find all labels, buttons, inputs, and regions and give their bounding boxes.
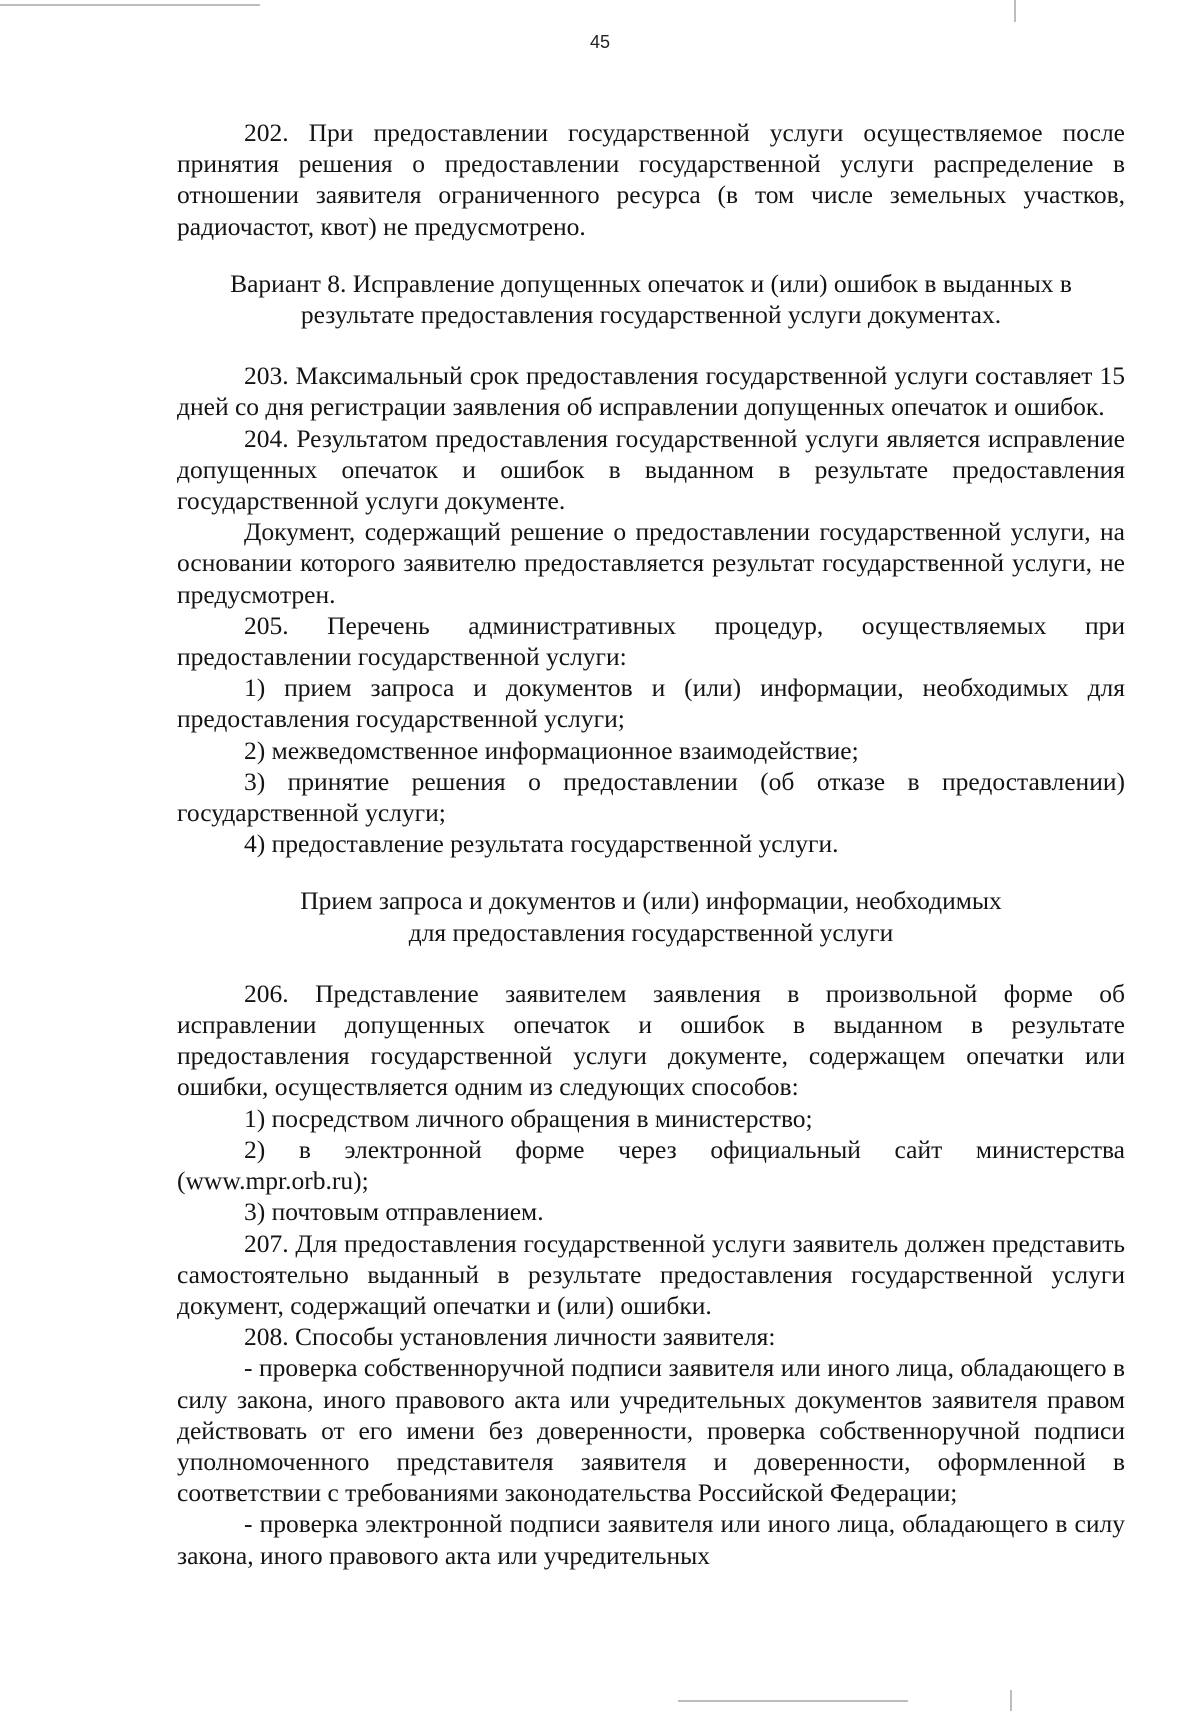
paragraph-202: 202. При предоставлении государственной услуги осуществляемое после принятия решения о предоставлении государственной услуги распределение в отношении заявителя ограниченного ресурса (в том числе земельных участков, радиочастот, квот) не предусмотрено. (177, 118, 1125, 241)
scan-artifact-bottom (678, 1700, 908, 1702)
list-item: 3) принятие решения о предоставлении (об отказе в предоставлении) государственной услуги; (177, 766, 1125, 828)
paragraph-204-document: Документ, содержащий решение о предоставлении государственной услуги, на основании которого заявителю предоставляется результат государственной услуги, не предусмотрен. (177, 517, 1125, 609)
list-item: 4) предоставление результата государственной услуги. (244, 829, 839, 859)
section-heading-variant-8 (177, 268, 1125, 330)
page-number: 45 (589, 32, 611, 52)
scan-artifact-top-left (0, 4, 260, 6)
paragraph-207: 207. Для предоставления государственной услуги заявитель должен представить самостоятельно выданный в результате предоставления государственной услуги документ, содержащий опечатки и (или) ошибки. (177, 1228, 1125, 1320)
heading-line: результате предоставления государственной услуги документах. (300, 300, 1002, 330)
paragraph-204: 204. Результатом предоставления государственной услуги является исправление допущенных опечаток и ошибок в выданном в результате предоставления государственной услуги документе. (177, 423, 1125, 516)
list-item: 3) почтовым отправлением. (244, 1197, 544, 1227)
list-item: 1) прием запроса и документов и (или) информации, необходимых для предоставления государственной услуги; (177, 673, 1125, 734)
paragraph-203: 203. Максимальный срок предоставления государственной услуги составляет 15 дней со дня регистрации заявления об исправлении допущенных опечаток и ошибок. (177, 361, 1125, 422)
scan-artifact-bottom-right (1010, 1690, 1012, 1711)
heading-line: для предоставления государственной услуги (408, 917, 894, 947)
paragraph-205: 205. Перечень административных процедур, осуществляемых при предоставлении государственной услуги: (177, 610, 1125, 672)
list-item: 1) посредством личного обращения в министерство; (244, 1103, 813, 1133)
list-item: - проверка электронной подписи заявителя или иного лица, обладающего в силу закона, иного правового акта или учредительных (177, 1509, 1125, 1570)
list-item: 2) в электронной форме через официальный сайт министерства (www.mpr.orb.ru); (177, 1134, 1125, 1196)
list-item: - проверка собственноручной подписи заявителя или иного лица, обладающего в силу закона, иного правового акта или учредительных документов заявителя правом действовать от его имени без доверенности, проверка собственноручной подписи уполномоченного представителя заявителя и доверенности, оформленной в соответствии с требованиями законодательства Российской Федерации; (177, 1353, 1125, 1508)
scan-artifact-top-right (1014, 0, 1016, 22)
list-item: 2) межведомственное информационное взаимодействие; (244, 735, 859, 765)
paragraph-208: 208. Способы установления личности заявителя: (244, 1322, 776, 1352)
heading-line: Прием запроса и документов и (или) информации, необходимых (300, 886, 1002, 916)
document-body (177, 117, 1125, 1571)
heading-line: Вариант 8. Исправление допущенных опечаток и (или) ошибок в выданных в (230, 268, 1072, 298)
section-heading-request-intake (177, 885, 1125, 947)
paragraph-206: 206. Представление заявителем заявления в произвольной форме об исправлении допущенных опечаток и ошибок в выданном в результате предоставления государственной услуги документе, содержащем опечатки или ошибки, осуществляется одним из следующих способов: (177, 978, 1125, 1102)
